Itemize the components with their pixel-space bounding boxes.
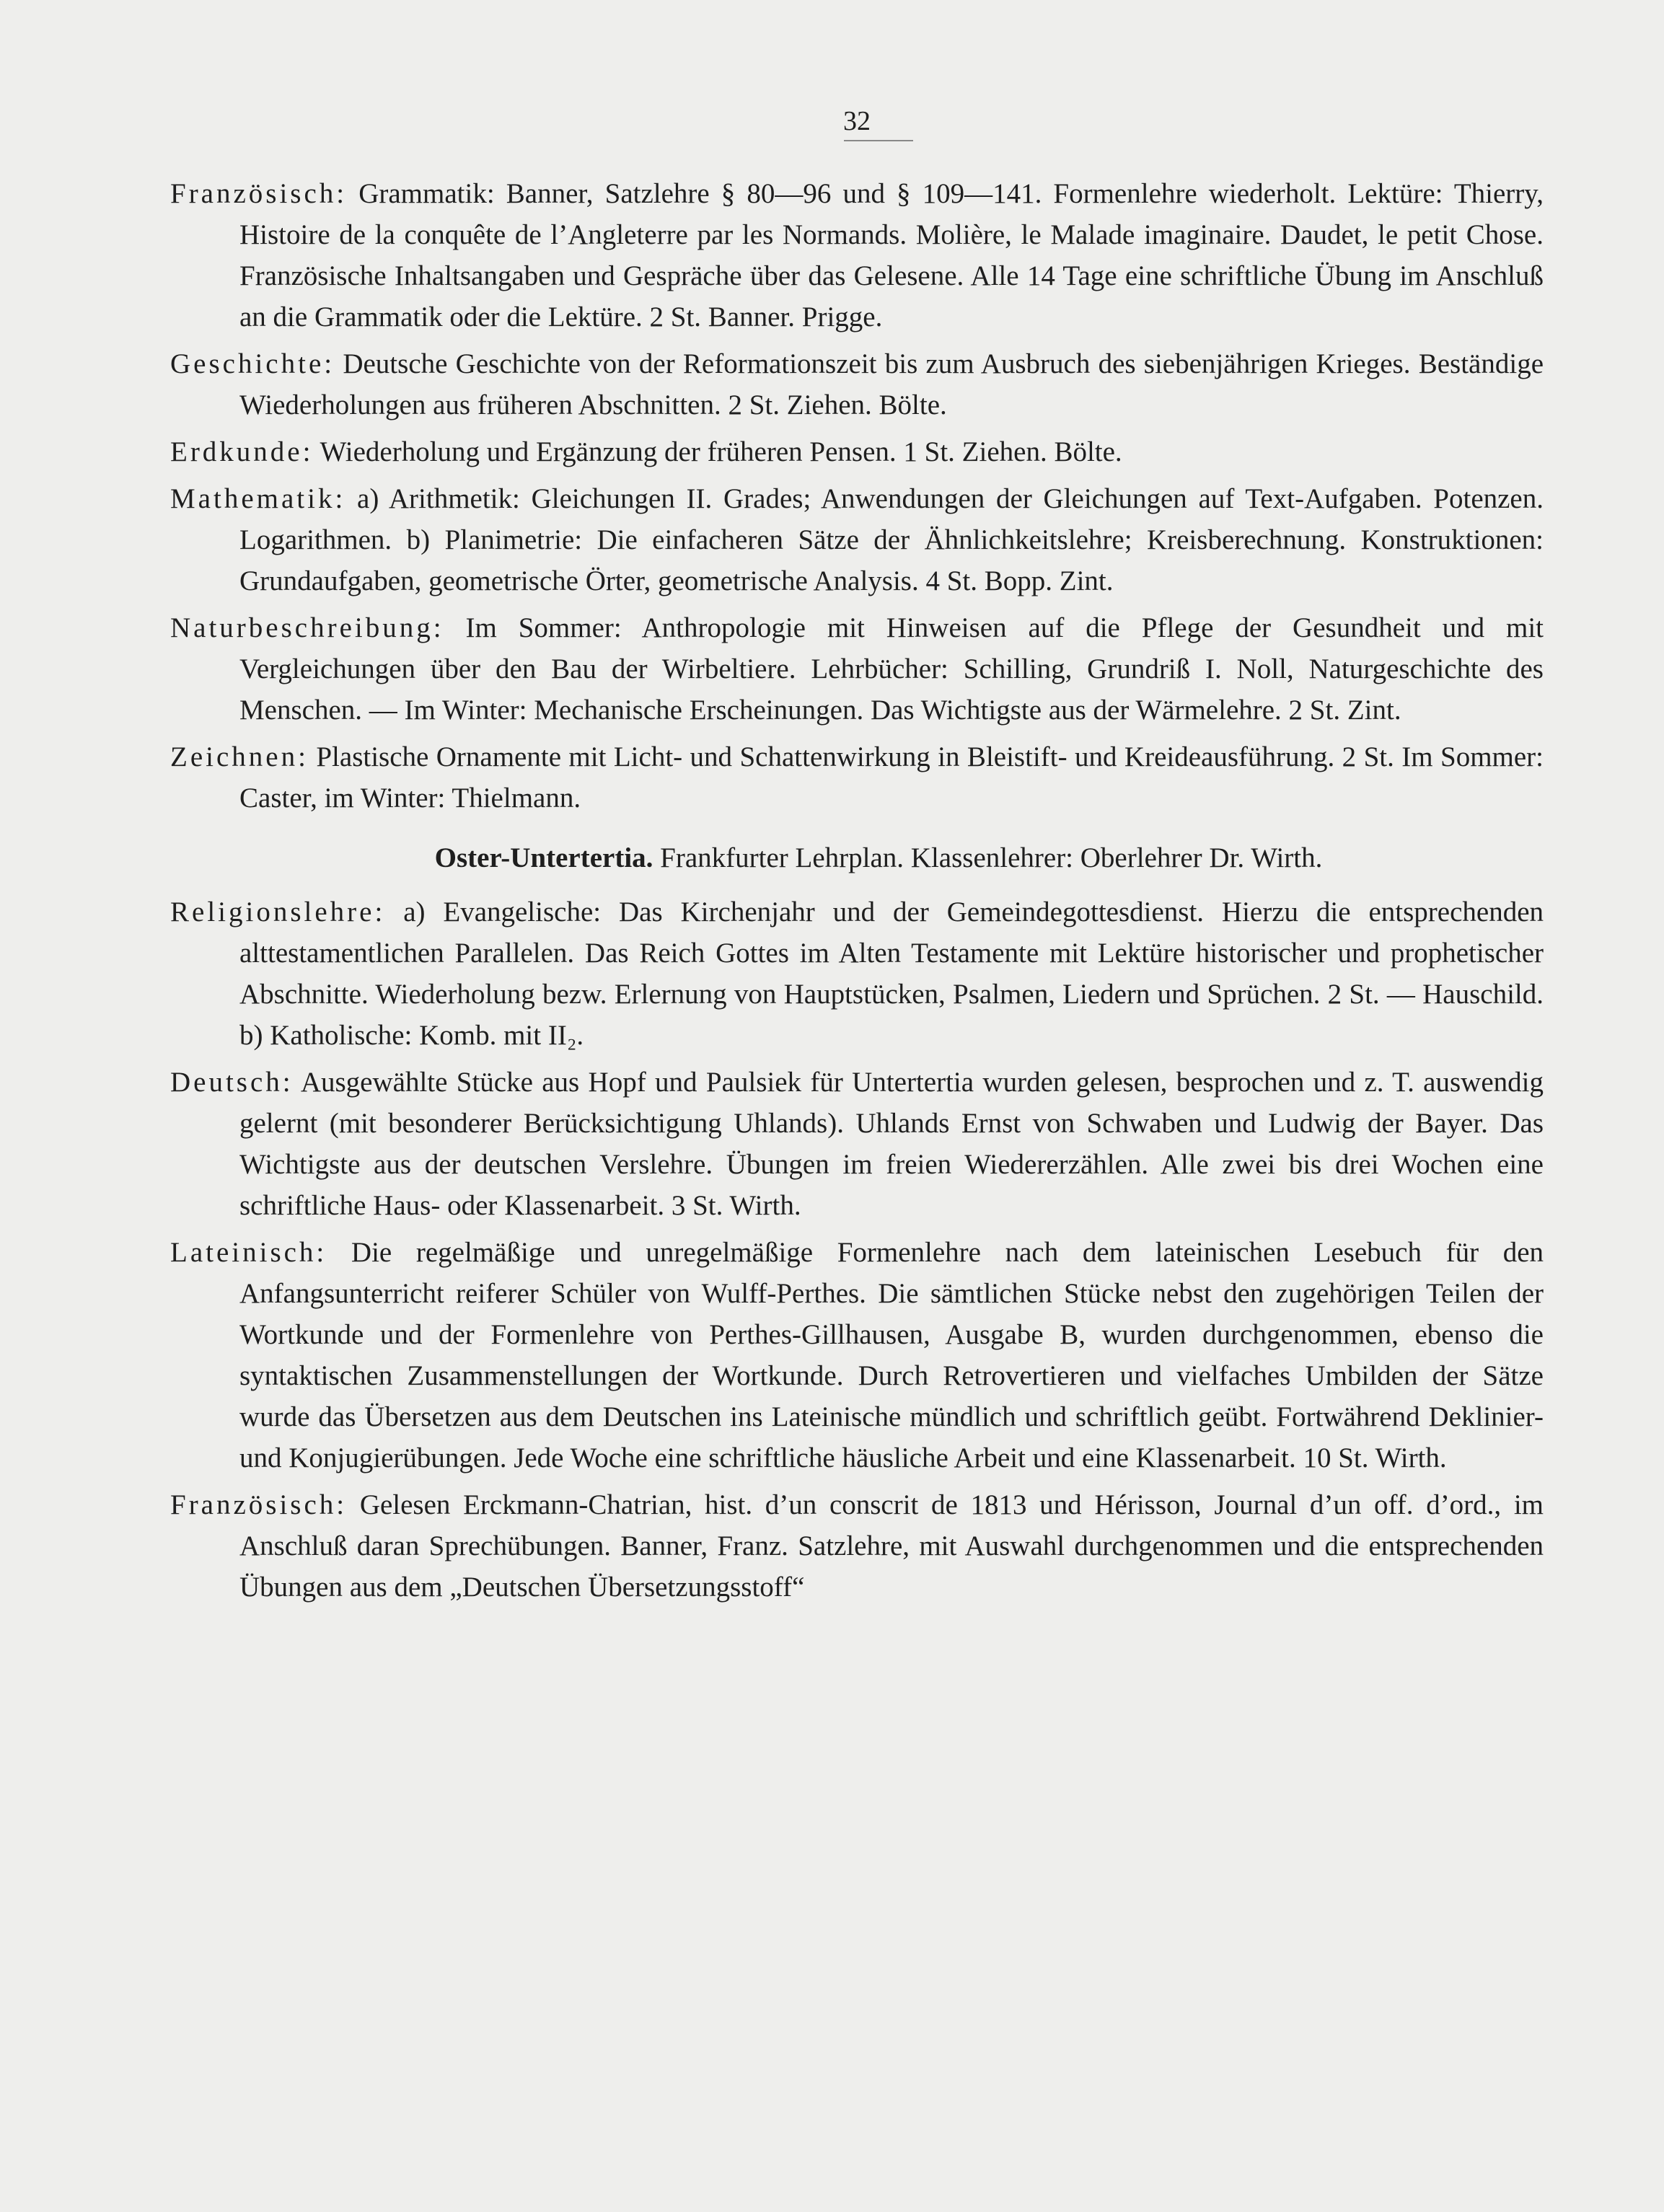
section-title: Oster-Untertertia. (434, 842, 653, 873)
subject-text: Ausgewählte Stücke aus Hopf und Paulsiek für Untertertia wurden gelesen, besprochen und z. T. auswendig gelernt (mit besonderer Berücksichtigung Uhlands). Uhlands Ernst von Schwaben und Ludwig der Bayer. Das Wichtigste aus der deutschen Verslehre. Übungen im freien Wiedererzählen. Alle zwei bis drei Wochen eine schriftliche Haus- oder Klassenarbeit. 3 St. Wirth. (239, 1067, 1544, 1221)
subject-term: Erdkunde: (170, 436, 314, 467)
subject-entry-franzoesisch-2 (170, 1484, 1544, 1608)
subject-term: Geschichte: (170, 348, 335, 379)
subject-text: Die regelmäßige und unregelmäßige Formenlehre nach dem lateinischen Lesebuch für den Anfangsunterricht reiferer Schüler von Wulff-Perthes. Die sämtlichen Stücke nebst den zugehörigen Teilen der Wortkunde und der Formenlehre von Perthes-Gillhausen, Ausgabe B, wurden durchgenommen, ebenso die syntaktischen Zusammenstellungen der Wortkunde. Durch Retrovertieren und vielfaches Umbilden der Sätze wurde das Übersetzen aus dem Deutschen ins Lateinische mündlich und schriftlich geübt. Fortwährend Deklinier- und Konjugierübungen. Jede Woche eine schriftliche häusliche Arbeit und eine Klassenarbeit. 10 St. Wirth. (239, 1237, 1544, 1473)
subject-term: Religionslehre: (170, 896, 386, 927)
subject-text: Im Sommer: Anthropologie mit Hinweisen auf die Pflege der Gesundheit und mit Vergleichungen über den Bau der Wirbeltiere. Lehrbücher: Schilling, Grundriß I. Noll, Naturgeschichte des Menschen. — Im Winter: Mechanische Erscheinungen. Das Wichtigste aus der Wärmelehre. 2 St. Zint. (239, 612, 1544, 726)
subject-entry-zeichnen (170, 736, 1544, 819)
document-page (170, 107, 1544, 1613)
subject-term: Lateinisch: (170, 1237, 327, 1268)
section-heading (170, 837, 1544, 878)
page-number: 32 (843, 106, 871, 136)
subject-term: Mathematik: (170, 483, 346, 514)
subject-text: Grammatik: Banner, Satzlehre § 80—96 und § 109—141. Formenlehre wiederholt. Lektüre: Thierry, Histoire de la conquête de l’Angleterre par les Normands. Molière, le Malade imaginaire. Daudet, le petit Chose. Französische Inhaltsangaben und Gespräche über das Gelesene. Alle 14 Tage eine schriftliche Übung im Anschluß an die Grammatik oder die Lektüre. 2 St. Banner. Prigge. (239, 178, 1544, 332)
subject-text: Wiederholung und Ergänzung der früheren Pensen. 1 St. Ziehen. Bölte. (320, 436, 1122, 467)
subject-term: Französisch: (170, 178, 348, 209)
subject-text: a) Arithmetik: Gleichungen II. Grades; Anwendungen der Gleichungen auf Text-Aufgaben. Potenzen. Logarithmen. b) Planimetrie: Die einfacheren Sätze der Ähnlichkeitslehre; Kreisberechnung. Konstruktionen: Grundaufgaben, geometrische Örter, geometrische Analysis. 4 St. Bopp. Zint. (239, 483, 1544, 596)
subject-entry-geschichte (170, 343, 1544, 426)
subject-text: Deutsche Geschichte von der Reformationszeit bis zum Ausbruch des siebenjährigen Krieges. Beständige Wiederholungen aus früheren Abschnitten. 2 St. Ziehen. Bölte. (239, 348, 1544, 420)
subject-term: Naturbeschreibung: (170, 612, 444, 643)
subject-entry-religionslehre (170, 891, 1544, 1056)
section-subtitle: Frankfurter Lehrplan. Klassenlehrer: Oberlehrer Dr. Wirth. (660, 842, 1323, 873)
subject-entry-erdkunde (170, 431, 1544, 472)
entries-before (170, 173, 1544, 819)
subject-term: Deutsch: (170, 1067, 294, 1098)
subject-entry-franzoesisch-1 (170, 173, 1544, 338)
subject-entry-naturbeschreibung (170, 607, 1544, 731)
subject-entry-lateinisch (170, 1232, 1544, 1479)
subject-term: Zeichnen: (170, 741, 309, 772)
subject-text: Plastische Ornamente mit Licht- und Schattenwirkung in Bleistift- und Kreideausführung. 2 St. Im Sommer: Caster, im Winter: Thielmann. (239, 741, 1544, 814)
page-number-rule (844, 140, 913, 141)
entries-after (170, 891, 1544, 1608)
subject-entry-mathematik (170, 478, 1544, 602)
subject-entry-deutsch (170, 1062, 1544, 1226)
subject-text: Gelesen Erckmann-Chatrian, hist. d’un conscrit de 1813 und Hérisson, Journal d’un off. d’ord., im Anschluß daran Sprechübungen. Banner, Franz. Satzlehre, mit Auswahl durchgenommen und die entsprechenden Übungen aus dem „Deutschen Übersetzungsstoff“ (239, 1489, 1544, 1603)
subject-text: a) Evangelische: Das Kirchenjahr und der Gemeindegottesdienst. Hierzu die entsprechenden alttestamentlichen Parallelen. Das Reich Gottes im Alten Testamente mit Lektüre historischer und prophetischer Abschnitte. Wiederholung bezw. Erlernung von Hauptstücken, Psalmen, Liedern und Sprüchen. 2 St. — Hauschild. b) Katholische: Komb. mit II₂. (239, 896, 1544, 1051)
subject-term: Französisch: (170, 1489, 348, 1520)
